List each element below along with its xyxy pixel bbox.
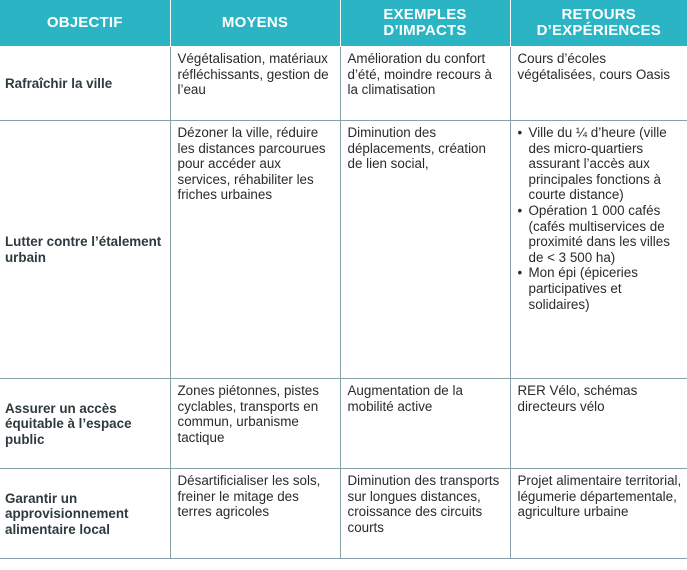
moyens-cell: Végétalisation, matériaux réfléchissants, gestion de l’eau xyxy=(170,47,340,121)
header-row xyxy=(0,0,687,47)
list-item xyxy=(518,265,683,312)
retours-cell: Cours d’écoles végétalisées, cours Oasis xyxy=(510,47,687,121)
objectif-cell: Assurer un accès équitable à l’espace public xyxy=(0,379,170,469)
header-objectif: OBJECTIF xyxy=(0,0,170,47)
retours-cell xyxy=(510,121,687,379)
impacts-cell: Diminution des transports sur longues distances, croissance des circuits courts xyxy=(340,469,510,559)
bullet-icon: • xyxy=(517,125,523,140)
moyens-cell: Désartificialiser les sols, freiner le mitage des terres agricoles xyxy=(170,469,340,559)
header-retours-experiences: RETOURS D’EXPÉRIENCES xyxy=(510,0,687,47)
impacts-cell: Amélioration du confort d’été, moindre recours à la climatisation xyxy=(340,47,510,121)
list-item xyxy=(518,125,683,203)
moyens-cell: Zones piétonnes, pistes cyclables, transports en commun, urbanisme tactique xyxy=(170,379,340,469)
header-exemples-impacts: EXEMPLES D’IMPACTS xyxy=(340,0,510,47)
retours-cell: Projet alimentaire territorial, légumerie départementale, agriculture urbaine xyxy=(510,469,687,559)
retours-cell: RER Vélo, schémas directeurs vélo xyxy=(510,379,687,469)
list-item-text: Mon épi (épiceries participatives et solidaires) xyxy=(528,265,638,312)
table-row xyxy=(0,47,687,121)
table-row xyxy=(0,379,687,469)
list-item xyxy=(518,203,683,265)
objectif-cell: Garantir un approvisionnement alimentaire local xyxy=(0,469,170,559)
impacts-cell: Augmentation de la mobilité active xyxy=(340,379,510,469)
header-moyens: MOYENS xyxy=(170,0,340,47)
impacts-cell: Diminution des déplacements, création de lien social, xyxy=(340,121,510,379)
objectif-cell: Rafraîchir la ville xyxy=(0,47,170,121)
retours-list xyxy=(518,125,683,312)
table-row xyxy=(0,469,687,559)
list-item-text: Opération 1 000 cafés (cafés multiservices de proximité dans les villes de < 3 500 ha) xyxy=(528,202,670,265)
objectif-cell: Lutter contre l’étalement urbain xyxy=(0,121,170,379)
table-row xyxy=(0,121,687,379)
bullet-icon: • xyxy=(517,265,523,281)
list-item-text: Ville du ¼ d’heure (ville des micro-quartiers assurant l’accès aux principales fonctions à courte distance) xyxy=(528,125,667,203)
moyens-cell: Dézoner la ville, réduire les distances parcourues pour accéder aux services, réhabiliter les friches urbaines xyxy=(170,121,340,379)
bullet-icon: • xyxy=(517,202,523,218)
